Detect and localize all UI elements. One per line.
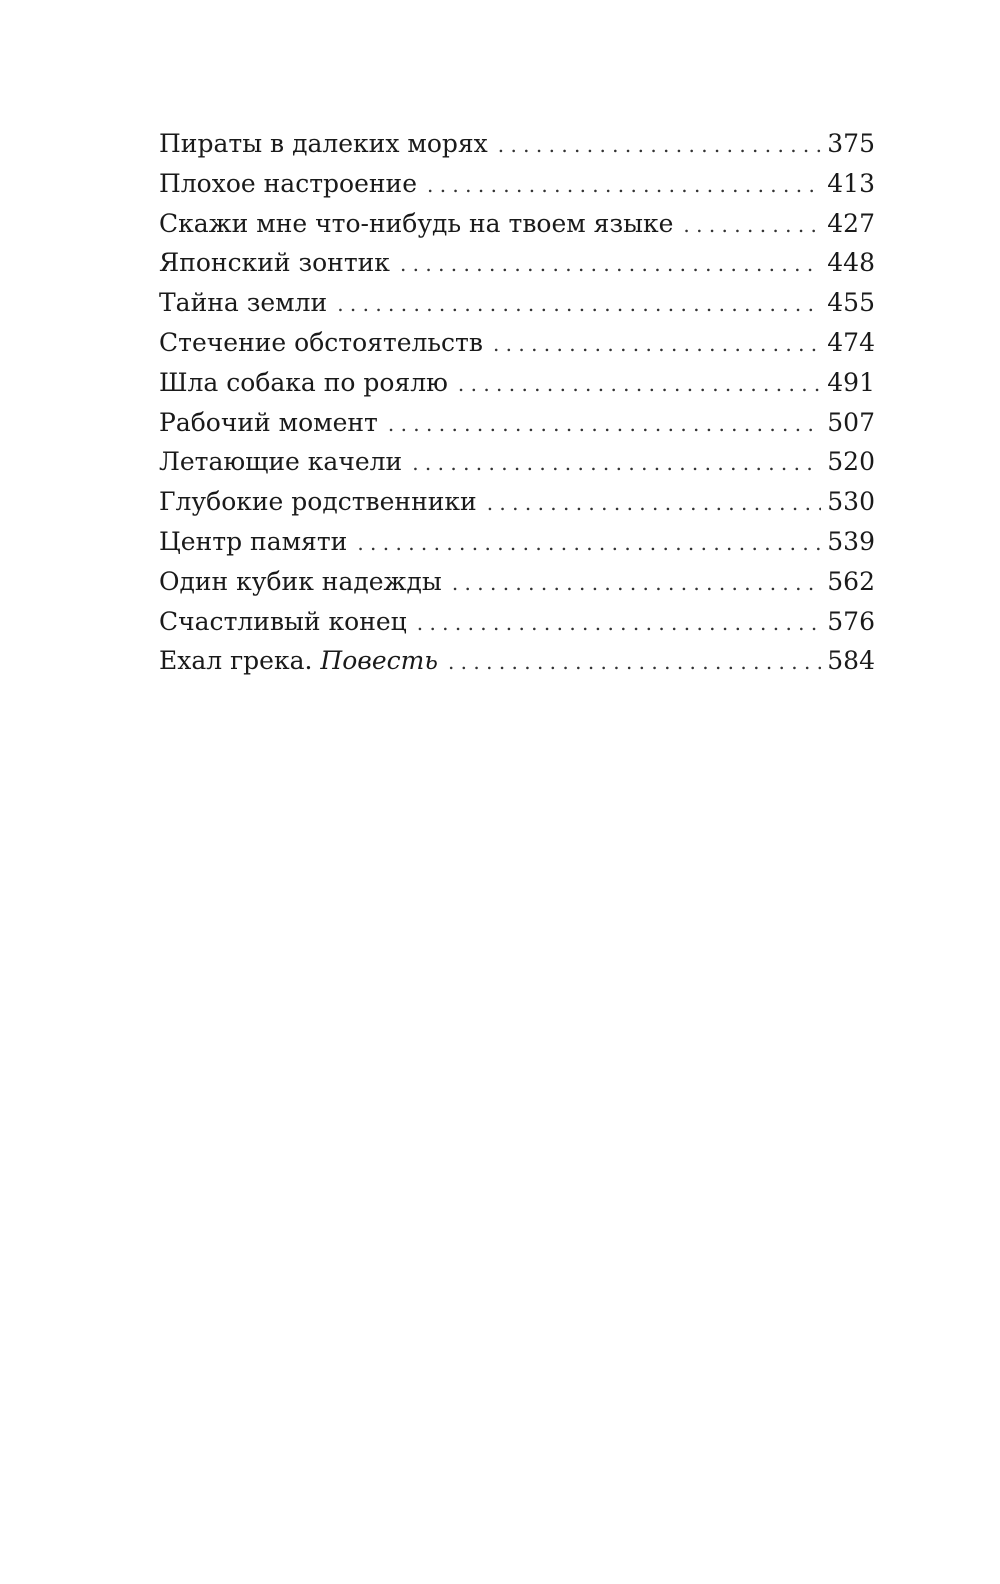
entry-page-number: 576 [827,606,875,636]
toc-entry[interactable] [159,522,875,562]
entry-title: Рабочий момент [159,407,378,437]
dot-leader [357,524,821,564]
dot-leader [417,604,822,644]
entry-page-number: 584 [827,646,875,676]
entry-title: Шла собака по роялю [159,367,448,397]
dot-leader [498,126,822,166]
entry-title: Центр памяти [159,526,348,556]
toc-entry[interactable] [159,442,875,482]
dot-leader [412,444,821,484]
entry-page-number: 507 [827,407,875,437]
entry-page-number: 448 [827,248,875,278]
entry-page-number: 427 [827,208,875,238]
toc-entry[interactable] [159,562,875,602]
toc-entry[interactable] [159,363,875,403]
toc-entry[interactable] [159,283,875,323]
entry-title: Глубокие родственники [159,487,477,517]
toc-entry[interactable] [159,403,875,443]
entry-page-number: 530 [827,487,875,517]
entry-title-text: Ехал грека. [159,646,313,676]
dot-leader [448,643,821,683]
entry-page-number: 491 [827,367,875,397]
entry-title: Пираты в далеких морях [159,129,488,158]
entry-page-number: 474 [827,327,875,357]
toc-entry[interactable] [159,602,875,642]
dot-leader [493,325,821,365]
entry-title: Плохое настроение [159,168,417,198]
toc-entry[interactable] [159,204,875,244]
entry-title: Один кубик надежды [159,566,442,596]
dot-leader [388,405,821,445]
entry-subtitle: Повесть [320,646,438,676]
entry-page-number: 562 [827,566,875,596]
entry-title [159,641,448,681]
toc-entry[interactable] [159,482,875,522]
toc-entry[interactable] [159,641,875,681]
dot-leader [400,245,821,285]
dot-leader [458,365,821,405]
toc-entry[interactable] [159,164,875,204]
dot-leader [452,564,821,604]
entry-page-number: 539 [827,526,875,556]
entry-title: Скажи мне что-нибудь на твоем языке [159,208,674,238]
toc-entry[interactable] [159,323,875,363]
dot-leader [427,166,821,206]
toc-entry[interactable] [159,243,875,283]
dot-leader [487,484,822,524]
dot-leader [683,206,821,246]
entry-page-number: 520 [827,447,875,477]
entry-page-number: 375 [827,129,875,158]
table-of-contents [159,124,875,681]
toc-entry[interactable] [159,124,875,164]
dot-leader [337,285,821,325]
entry-title: Тайна земли [159,288,328,318]
entry-title: Японский зонтик [159,248,390,278]
entry-title: Счастливый конец [159,606,407,636]
entry-page-number: 413 [827,168,875,198]
entry-title: Летающие качели [159,447,403,477]
entry-page-number: 455 [827,288,875,318]
entry-title: Стечение обстоятельств [159,327,483,357]
